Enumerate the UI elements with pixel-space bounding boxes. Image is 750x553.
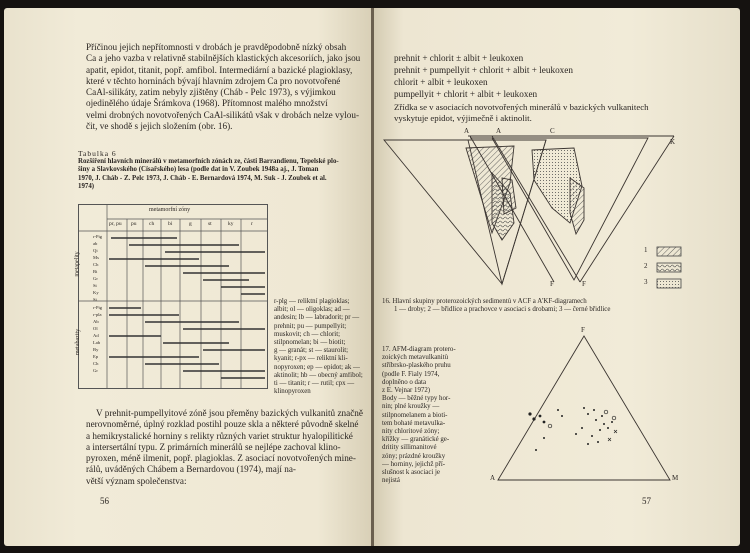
mineral-row-label: Bi <box>93 269 98 274</box>
mineral-row-label: r-Pig <box>93 234 103 239</box>
text-line: z E. Vejnar 1972) <box>382 387 431 395</box>
vertex-label: M <box>672 474 679 482</box>
mineral-row-label: Si <box>93 297 97 302</box>
zone-col-label: r <box>251 221 253 227</box>
figure-17-caption <box>382 346 486 485</box>
text-line: nerovnoměrné, úplný rozklad postihl pouze skla a některé původně skelné <box>86 419 359 430</box>
zone-col-label: g <box>189 221 192 227</box>
legend-number: 2 <box>644 262 648 270</box>
text-line: nopyroxen; ep — epidot; ak — <box>274 363 360 371</box>
vertex-label: F <box>550 280 554 288</box>
figure-16-legend-swatches <box>656 244 686 292</box>
right-page <box>374 8 740 546</box>
text-line: zoických metavulkanitů <box>382 354 449 362</box>
text-line: chlorit + albit + leukoxen <box>394 77 488 87</box>
table-header-title: metamorfní zóny <box>149 207 191 213</box>
text-line: tem bohaté metavulka- <box>382 419 446 427</box>
mineral-row-label: Ep <box>93 354 99 359</box>
legend-number: 1 <box>644 246 648 254</box>
figure-17-afm-diagram <box>484 326 684 486</box>
text-line: r-plg — reliktní plagioklas; <box>274 298 350 305</box>
mineral-row-label: By <box>93 347 99 352</box>
vertex-label: F <box>582 280 586 288</box>
table-label: Tabulka 6 <box>78 150 117 158</box>
legend-swatch-3 <box>657 279 681 288</box>
mineral-row-label: Ad <box>93 333 99 338</box>
text-line: pumpellyit + chlorit + albit + leukoxen <box>394 89 538 99</box>
text-line: prehnit; pu — pumpellyit; <box>274 322 347 330</box>
text-line: vyskytuje epidot, výjimečně i aktinolit. <box>394 113 532 124</box>
text-line: Rozšíření hlavních minerálů v metamorfních zónách ze, části Barrandienu, Tepelské plo- <box>78 158 339 166</box>
text-line: a intersertální typu. Z primárních minerálů se nejlépe zachoval klino- <box>86 441 341 452</box>
text-line: V prehnit-pumpellyitové zóně jsou přeměny bazických vulkanitů značně <box>96 408 363 418</box>
vertex-label: K <box>670 138 676 146</box>
text-line: nity chloritové zóny; <box>382 428 440 436</box>
left-page <box>4 8 373 546</box>
text-line: ti — titanit; r — rutil; cpx — <box>274 380 355 388</box>
row-group-label: metabazity <box>75 328 82 356</box>
text-line: větší význam společenstva: <box>86 475 187 486</box>
vertex-label: F <box>581 326 585 334</box>
mineral-row-label: r-Pig <box>93 305 103 310</box>
legend-swatch-2 <box>657 263 681 272</box>
text-line: albit; ol — oligoklas; ad — <box>274 306 350 314</box>
text-line: 17. AFM-diagram protero- <box>382 346 456 353</box>
page-number: 57 <box>642 496 651 506</box>
text-line: prehnit + pumpellyit + chlorit + albit + leukoxen <box>394 65 573 75</box>
vertex-label: A <box>496 127 502 135</box>
zone-col-label: st <box>208 221 212 227</box>
text-line: slušnost k asociaci je <box>382 469 440 477</box>
text-line: apatit, epidot, titanit, popř. amfibol. Intermediární a bazické plagioklasy, <box>86 64 353 75</box>
figure-16-caption <box>382 298 736 314</box>
text-line: g — granát; st — staurolit; <box>274 347 349 355</box>
table-caption <box>78 150 370 191</box>
text-line: 1970, J. Cháb - Z. Pelc 1973, J. Cháb - E. Bernardová 1974, M. Suk - J. Zoubek et al. <box>78 174 327 182</box>
text-line: Příčinou jejich nepřítomnosti v drobách je pravděpodobně nízký obsah <box>86 42 347 52</box>
text-line: křížky — granátické ge- <box>382 436 450 444</box>
text-line: CaAl-silikáty, zatim nebyly zjištěny (Cháb - Pelc 1973), s výjimkou <box>86 87 336 98</box>
text-line: andesin; lb — labradorit; pr — <box>274 314 360 322</box>
text-line: nin; plné kroužky — <box>382 403 440 411</box>
table-legend <box>274 298 370 396</box>
pelite-mineral-list <box>93 233 102 303</box>
mineral-row-label: r-pla <box>93 312 102 317</box>
text-line: Zřídka se v asociacích novotvořených minerálů v bazických vulkanitech <box>394 102 649 112</box>
text-line: doplněno o data <box>382 378 427 386</box>
mineral-row-label: Ky <box>93 290 99 295</box>
text-line: ojedinělého údaje Šrámkova (1968). Přítomnost malého množství <box>86 98 328 109</box>
mineral-row-label: St <box>93 283 97 288</box>
text-line: velmi drobných novotvořených CaAl-silikátů však v drobách nelze vylou- <box>86 109 360 120</box>
body-paragraph <box>86 408 370 487</box>
text-line: zóny; prázdné kroužky <box>382 452 446 460</box>
text-line: — horniny, jejichž pří- <box>382 460 446 468</box>
text-line: 16. Hlavní skupiny proterozoických sedimentů v ACF a A'KF-diagramech <box>382 298 587 305</box>
text-line: prehnit + chlorit ± albit + leukoxen <box>394 53 524 63</box>
vertex-label: C <box>550 127 555 135</box>
text-line: stříbrsko-plaského pruhu <box>382 362 451 370</box>
text-line: nejistá <box>382 477 400 485</box>
text-line: kyanit; r-px — reliktní kli- <box>274 355 348 363</box>
text-line: 1 — droby; 2 — břidlice a prachovce v asociaci s drobami; 3 — černé břidlice <box>394 306 611 314</box>
text-line: šiny a Slavkovského (Císařského) lesa (podle dat in V. Zoubek 1948a aj., J. Toman <box>78 166 319 174</box>
zone-col-label: pu <box>131 221 137 227</box>
text-line: dritity sillimanitové <box>382 444 437 452</box>
mineral-row-label: Lab <box>93 340 101 345</box>
table-grid <box>79 205 267 388</box>
vertex-label: A <box>490 474 496 482</box>
legend-number: 3 <box>644 278 648 286</box>
zone-col-label: ky <box>228 221 234 227</box>
zone-col-label: pr, pu <box>109 221 122 227</box>
mineral-zone-table <box>74 204 268 389</box>
text-line: stilpnomelan; bi — biotit; <box>274 339 346 347</box>
text-line: čit, ve shodě s jejich složením (obr. 16). <box>86 121 233 132</box>
mineral-row-label: Gr <box>93 368 98 373</box>
text-line: které v těchto horninách bývají hlavním zdrojem Ca pro novotvořené <box>86 75 341 86</box>
text-line: (podle F. Fialy 1974, <box>382 370 440 378</box>
mineral-row-label: Ol <box>93 326 98 331</box>
text-line: Ca a jeho vazba v relativně stabilnějších klastických akcesoriích, jako jsou <box>86 53 361 64</box>
basite-mineral-list <box>93 304 102 374</box>
legend-swatch-1 <box>657 247 681 256</box>
mineral-row-label: Ch <box>93 262 99 267</box>
row-group-label: metapelity <box>74 251 81 277</box>
zone-col-label: bi <box>168 221 173 227</box>
text-line: 1974) <box>78 182 95 190</box>
mineral-row-label: Ms <box>93 255 99 260</box>
intro-paragraph <box>86 42 370 132</box>
text-line: stilpnomelanem a bioti- <box>382 411 448 419</box>
text-line: a hemikrystalické horniny s relikty různých variet struktur hyalopilitické <box>86 430 353 441</box>
zone-col-label: ch <box>149 221 155 227</box>
text-line: muskovit; ch — chlorit; <box>274 330 341 338</box>
mineral-row-label: Ab <box>93 319 99 324</box>
page-number: 56 <box>100 496 109 506</box>
vertex-label: A <box>464 127 470 135</box>
mineral-row-label: Ch <box>93 361 99 366</box>
text-line: Body — běžné typy hor- <box>382 395 451 403</box>
text-line: klinopyroxen <box>274 388 311 396</box>
mineral-row-label: Gr <box>93 276 98 281</box>
mineral-row-label: ab <box>93 241 98 246</box>
text-line: pyroxen, méně ilmenit, popř. plagioklas. Z asociací novotvořených mine- <box>86 453 356 464</box>
mineral-row-label: Qi <box>93 248 98 253</box>
text-line: rálů, uváděných Chábem a Bernardovou (1974), mají na- <box>86 464 296 475</box>
text-line: aktinolit; hb — obecný amfibol; <box>274 371 363 379</box>
